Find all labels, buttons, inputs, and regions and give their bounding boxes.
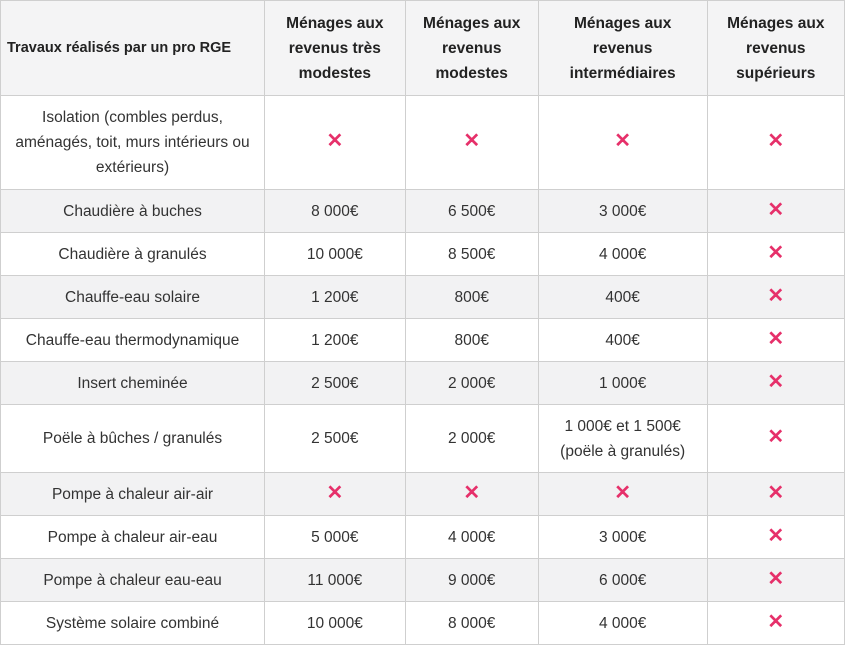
amount-cell	[405, 473, 538, 516]
cross-icon: ✕	[767, 524, 785, 547]
cross-icon: ✕	[767, 284, 785, 307]
work-type-cell: Chauffe-eau solaire	[1, 276, 265, 319]
table-row	[1, 96, 845, 190]
table-row	[1, 190, 845, 233]
cross-icon: ✕	[767, 610, 785, 633]
header-very-modest: Ménages aux revenus très modestes	[265, 1, 406, 96]
cross-icon: ✕	[463, 130, 481, 152]
amount-cell: 3 000€	[538, 516, 707, 559]
amount-cell: 2 500€	[265, 405, 406, 473]
table-row	[1, 233, 845, 276]
amount-cell	[707, 233, 844, 276]
amount-cell	[707, 559, 844, 602]
cross-icon: ✕	[614, 130, 632, 152]
amount-cell	[707, 602, 844, 645]
work-type-cell: Poële à bûches / granulés	[1, 405, 265, 473]
header-modest: Ménages aux revenus modestes	[405, 1, 538, 96]
amount-cell	[707, 405, 844, 473]
amount-cell: 1 000€ et 1 500€ (poële à granulés)	[538, 405, 707, 473]
amount-cell: 4 000€	[538, 233, 707, 276]
amount-cell	[707, 362, 844, 405]
table-row	[1, 319, 845, 362]
table-row	[1, 559, 845, 602]
table-row	[1, 405, 845, 473]
amount-cell: 4 000€	[405, 516, 538, 559]
cross-icon: ✕	[767, 567, 785, 590]
amount-cell: 5 000€	[265, 516, 406, 559]
cross-icon: ✕	[767, 481, 785, 504]
amount-cell	[707, 190, 844, 233]
amount-cell: 8 000€	[265, 190, 406, 233]
amount-cell	[707, 319, 844, 362]
amount-cell: 1 000€	[538, 362, 707, 405]
amount-cell	[265, 96, 406, 190]
cross-icon: ✕	[767, 198, 785, 221]
amount-cell: 2 500€	[265, 362, 406, 405]
cross-icon: ✕	[614, 481, 632, 504]
work-type-cell: Isolation (combles perdus, aménagés, toit, murs intérieurs ou extérieurs)	[1, 96, 265, 190]
amount-cell	[707, 96, 844, 190]
amount-cell: 2 000€	[405, 362, 538, 405]
amount-cell	[707, 516, 844, 559]
amount-cell	[405, 96, 538, 190]
amount-cell: 400€	[538, 319, 707, 362]
amount-cell: 11 000€	[265, 559, 406, 602]
cross-icon: ✕	[767, 426, 785, 448]
amount-cell: 800€	[405, 276, 538, 319]
work-type-cell: Chauffe-eau thermodynamique	[1, 319, 265, 362]
work-type-cell: Insert cheminée	[1, 362, 265, 405]
amount-cell	[538, 473, 707, 516]
work-type-cell: Système solaire combiné	[1, 602, 265, 645]
work-type-cell: Pompe à chaleur air-air	[1, 473, 265, 516]
amount-cell: 3 000€	[538, 190, 707, 233]
table-body	[1, 96, 845, 645]
work-type-cell: Chaudière à granulés	[1, 233, 265, 276]
table-row	[1, 602, 845, 645]
header-works: Travaux réalisés par un pro RGE	[1, 1, 265, 96]
cross-icon: ✕	[767, 370, 785, 393]
amount-cell: 4 000€	[538, 602, 707, 645]
cross-icon: ✕	[326, 481, 344, 504]
table-row	[1, 276, 845, 319]
amount-cell: 9 000€	[405, 559, 538, 602]
cross-icon: ✕	[767, 130, 785, 152]
amount-cell	[707, 473, 844, 516]
amount-cell: 8 000€	[405, 602, 538, 645]
amount-cell: 10 000€	[265, 602, 406, 645]
amount-cell: 2 000€	[405, 405, 538, 473]
amount-cell: 10 000€	[265, 233, 406, 276]
amount-cell: 800€	[405, 319, 538, 362]
amount-cell: 1 200€	[265, 319, 406, 362]
amount-cell	[707, 276, 844, 319]
work-type-cell: Pompe à chaleur air-eau	[1, 516, 265, 559]
amount-cell: 400€	[538, 276, 707, 319]
cross-icon: ✕	[326, 130, 344, 152]
table-row	[1, 473, 845, 516]
cross-icon: ✕	[767, 327, 785, 350]
header-superior: Ménages aux revenus supérieurs	[707, 1, 844, 96]
amount-cell: 6 500€	[405, 190, 538, 233]
amount-cell: 6 000€	[538, 559, 707, 602]
work-type-cell: Chaudière à buches	[1, 190, 265, 233]
work-type-cell: Pompe à chaleur eau-eau	[1, 559, 265, 602]
amount-cell: 8 500€	[405, 233, 538, 276]
amount-cell: 1 200€	[265, 276, 406, 319]
amount-cell	[538, 96, 707, 190]
table-header-row	[1, 1, 845, 96]
cross-icon: ✕	[767, 241, 785, 264]
table-row	[1, 516, 845, 559]
header-intermediate: Ménages aux revenus intermédiaires	[538, 1, 707, 96]
amount-cell	[265, 473, 406, 516]
table-row	[1, 362, 845, 405]
cross-icon: ✕	[463, 481, 481, 504]
